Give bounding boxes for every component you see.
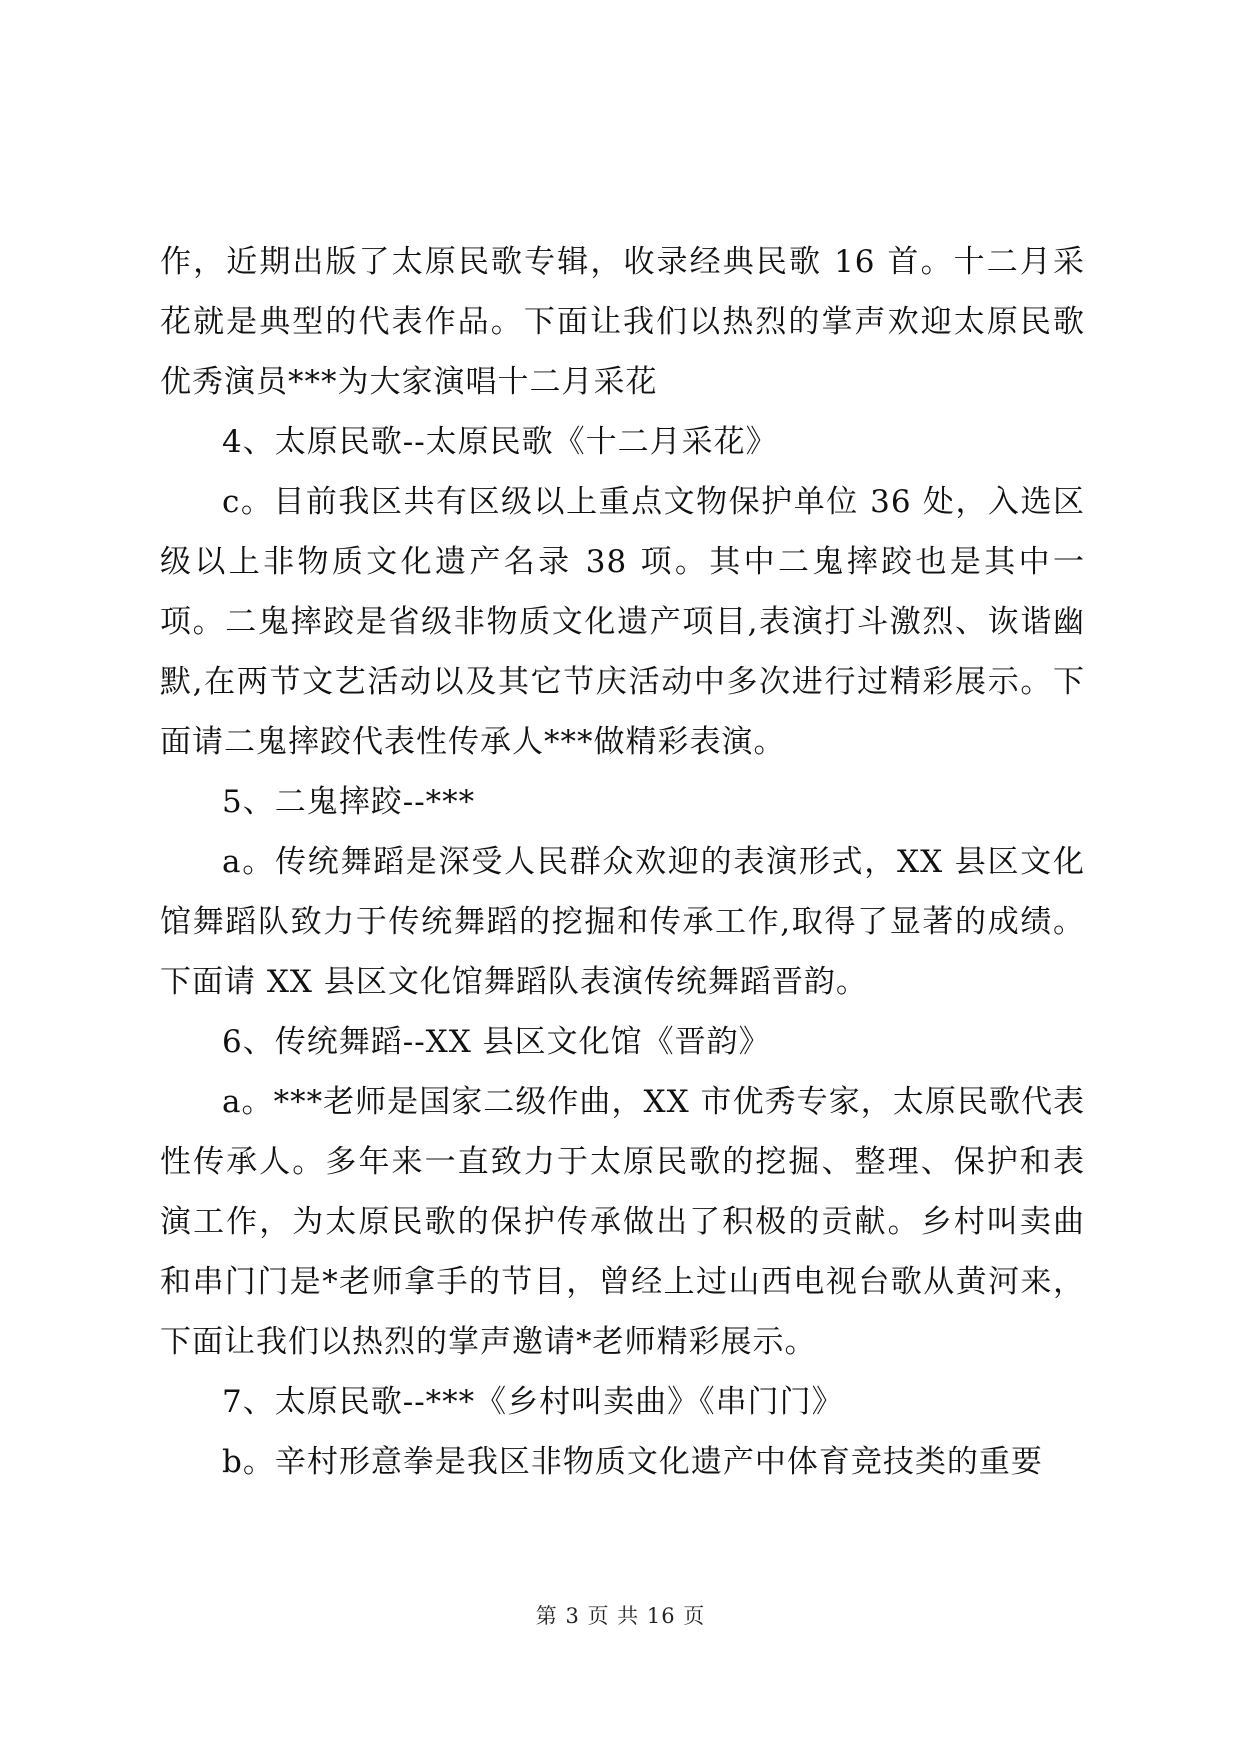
- paragraph: a。***老师是国家二级作曲，XX 市优秀专家，太原民歌代表性传承人。多年来一直致力于太原民歌的挖掘、整理、保护和表演工作，为太原民歌的保护传承做出了积极的贡献。乡村叫卖曲和串门门是*老师拿手的节目，曾经上过山西电视台歌从黄河来，下面让我们以热烈的掌声邀请*老师精彩展示。: [160, 1084, 1085, 1360]
- paragraph: a。传统舞蹈是深受人民群众欢迎的表演形式，XX 县区文化馆舞蹈队致力于传统舞蹈的挖掘和传承工作,取得了显著的成绩。下面请 XX 县区文化馆舞蹈队表演传统舞蹈晋韵。: [160, 844, 1085, 1000]
- program-item-heading: 5、二鬼摔跤--***: [222, 784, 476, 820]
- program-item-heading: 4、太原民歌--太原民歌《十二月采花》: [222, 424, 778, 460]
- paragraph-continuation: 作，近期出版了太原民歌专辑，收录经典民歌 16 首。十二月采花就是典型的代表作品。下面让我们以热烈的掌声欢迎太原民歌优秀演员***为大家演唱十二月采花: [160, 244, 1085, 400]
- paragraph: c。目前我区共有区级以上重点文物保护单位 36 处，入选区级以上非物质文化遗产名录 38 项。其中二鬼摔跤也是其中一项。二鬼摔跤是省级非物质文化遗产项目,表演打斗激烈、诙谐幽默,在两节文艺活动以及其它节庆活动中多次进行过精彩展示。下面请二鬼摔跤代表性传承人***做精彩表演。: [160, 484, 1085, 760]
- program-item-heading: 6、传统舞蹈--XX 县区文化馆《晋韵》: [222, 1024, 771, 1060]
- document-body: [160, 232, 1085, 1492]
- paragraph: b。辛村形意拳是我区非物质文化遗产中体育竞技类的重要: [222, 1444, 1043, 1480]
- page-number-footer: 第 3 页 共 16 页: [535, 1604, 706, 1628]
- program-item-heading: 7、太原民歌--***《乡村叫卖曲》《串门门》: [222, 1384, 844, 1420]
